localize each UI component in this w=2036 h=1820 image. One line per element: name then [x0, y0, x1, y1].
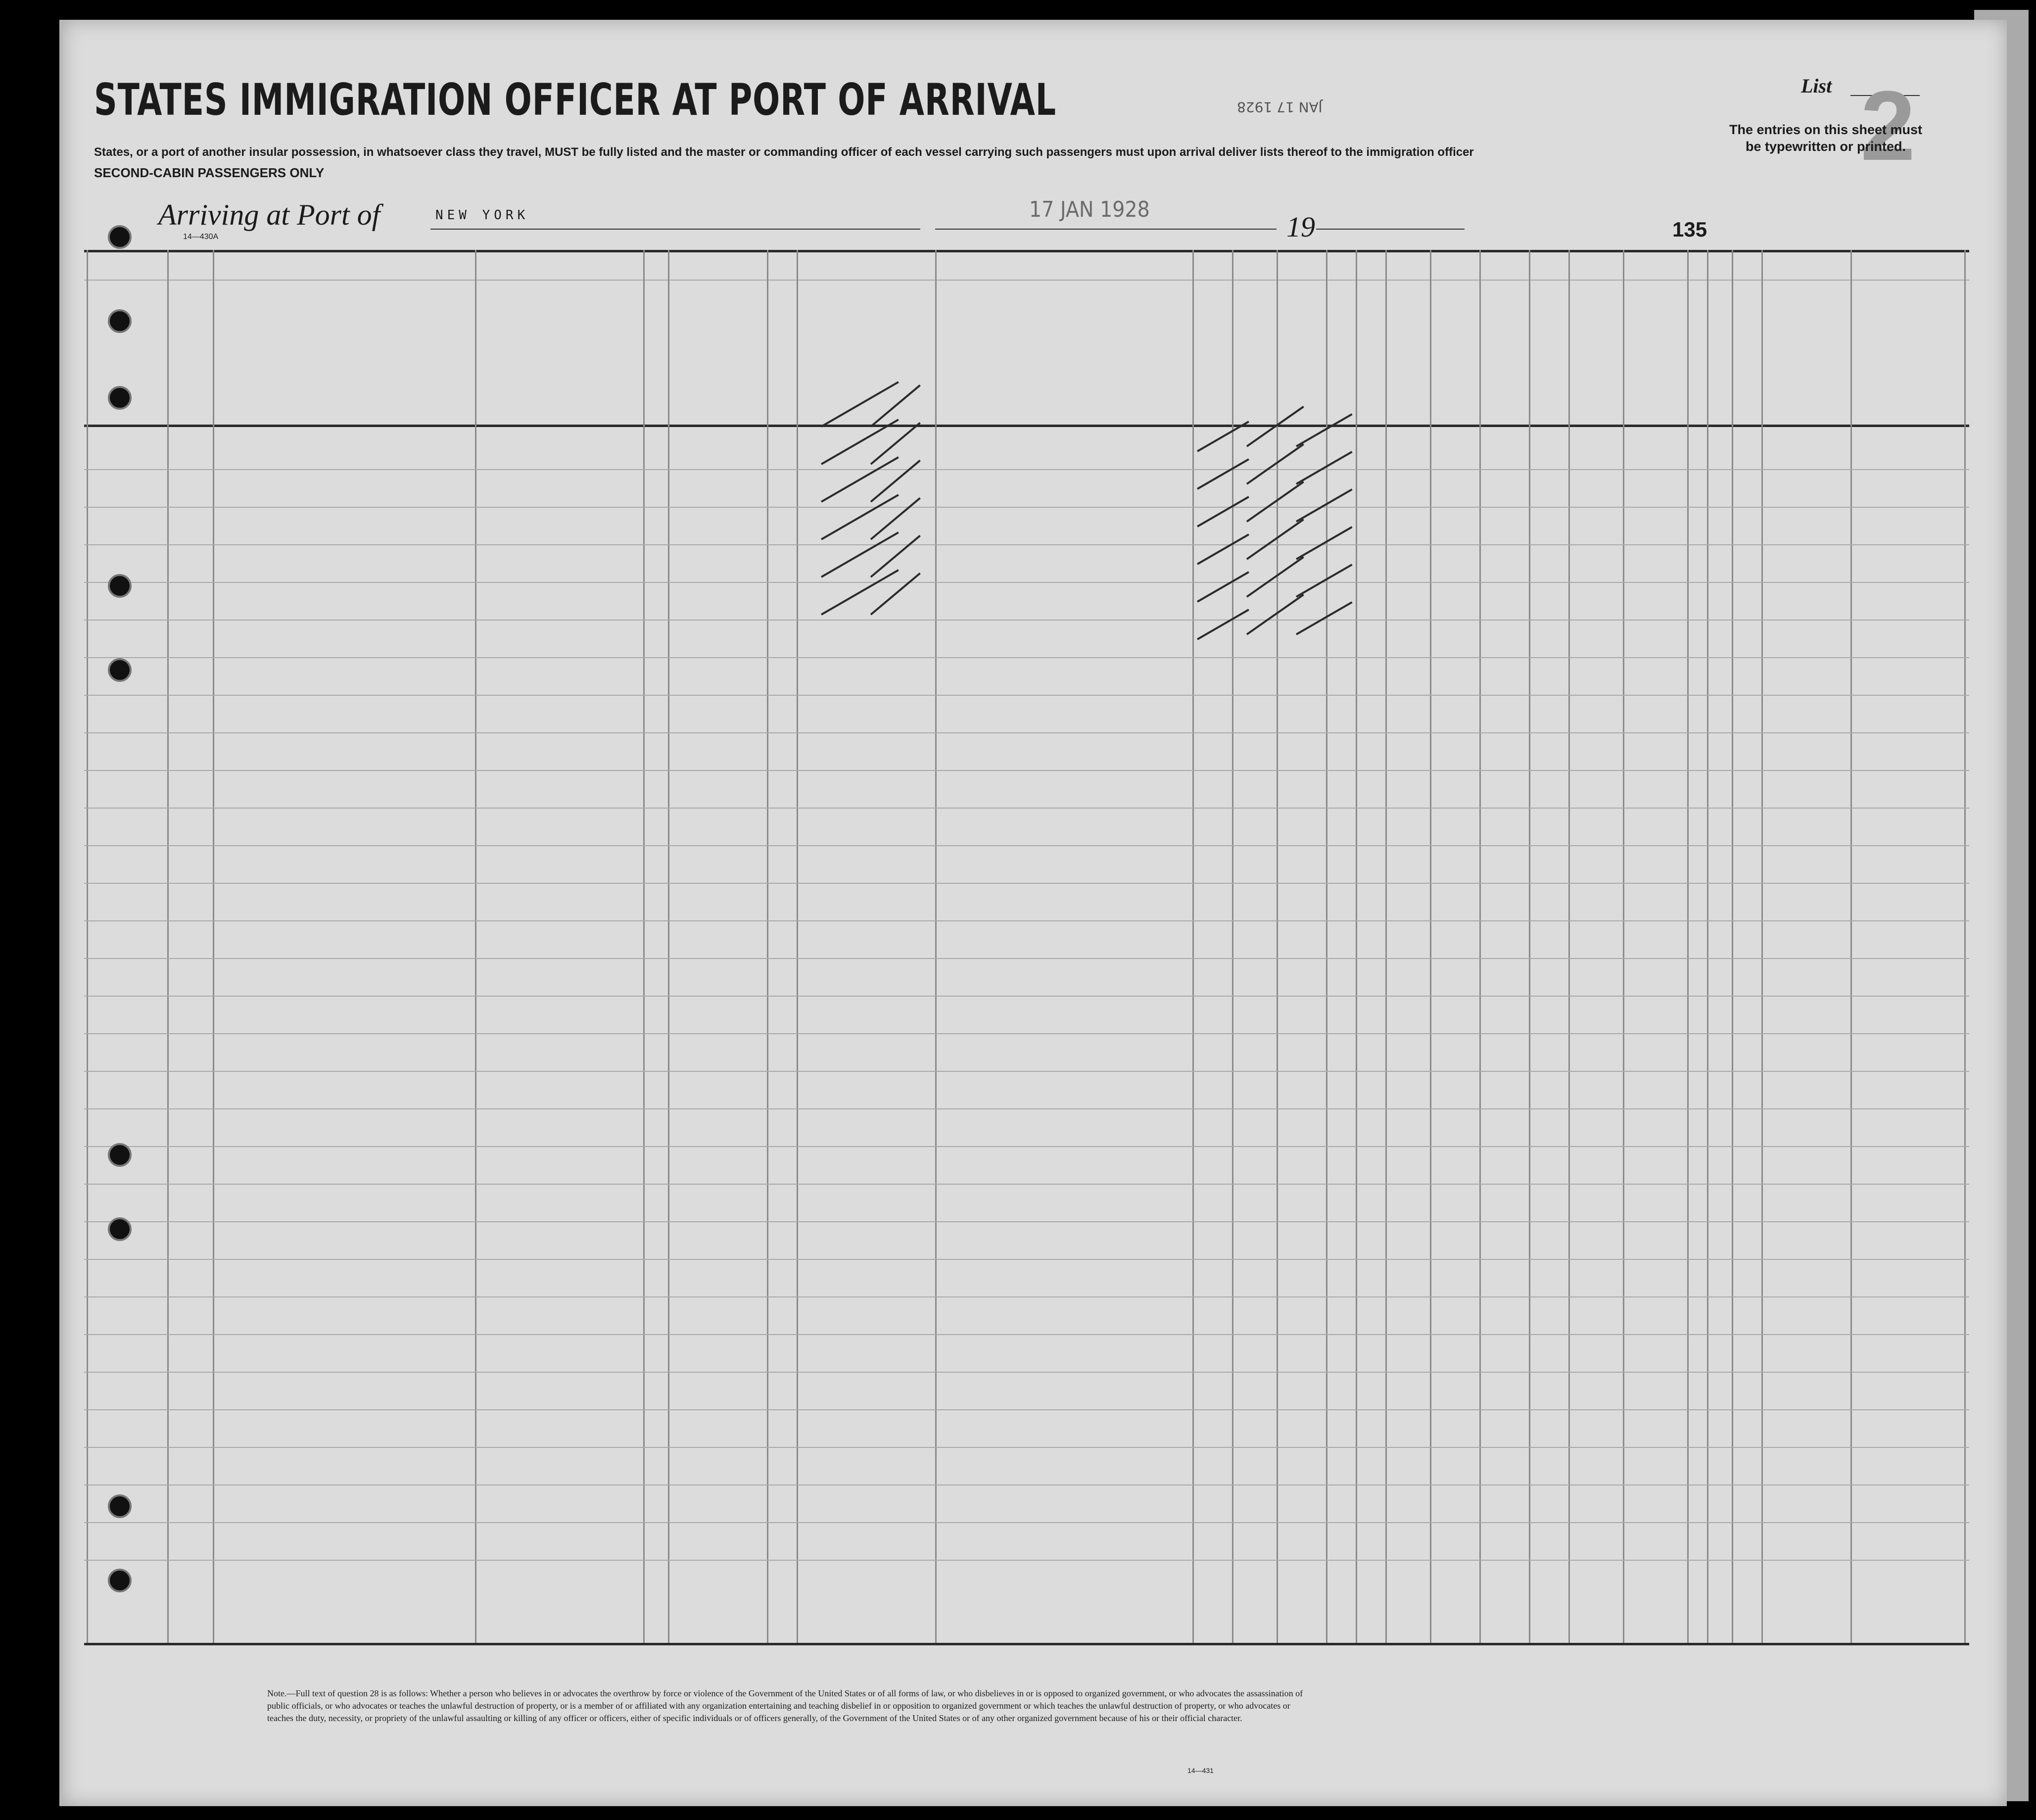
year-prefix: 19 — [1286, 211, 1315, 243]
column-rule — [213, 250, 214, 1643]
page-number: 135 — [1672, 218, 1707, 241]
row-rule — [84, 1409, 1969, 1410]
binder-hole — [108, 386, 132, 410]
binder-hole — [108, 658, 132, 682]
column-rule — [1964, 250, 1966, 1643]
row-rule — [84, 732, 1969, 733]
list-label: List — [1801, 75, 1832, 97]
passenger-class: SECOND-CABIN PASSENGERS ONLY — [94, 165, 325, 180]
row-rule — [84, 1071, 1969, 1072]
row-rule — [84, 920, 1969, 921]
column-rule — [1385, 250, 1387, 1643]
binder-hole — [108, 1217, 132, 1241]
form-number: 14—430A — [183, 233, 219, 241]
table-bottom-rule — [84, 1643, 1969, 1645]
row-rule — [84, 996, 1969, 997]
table-top-rule — [84, 250, 1969, 252]
column-rule — [475, 250, 476, 1643]
column-rule — [1623, 250, 1624, 1643]
column-rule — [1687, 250, 1689, 1643]
row-rule — [84, 1221, 1969, 1222]
column-rule — [1529, 250, 1530, 1643]
column-rule — [1430, 250, 1431, 1643]
column-rule — [643, 250, 645, 1643]
row-rule — [84, 770, 1969, 771]
row-rule — [84, 845, 1969, 846]
column-rule — [167, 250, 169, 1643]
column-rule — [1192, 250, 1194, 1643]
column-rule — [1232, 250, 1233, 1643]
row-rule — [84, 507, 1969, 508]
binder-hole — [108, 309, 132, 333]
row-rule — [84, 1184, 1969, 1185]
row-rule — [84, 958, 1969, 959]
row-rule — [84, 1522, 1969, 1523]
column-rule — [797, 250, 798, 1643]
column-rule — [1479, 250, 1481, 1643]
page-title: STATES IMMIGRATION OFFICER AT PORT OF ARRIVAL — [94, 74, 1056, 125]
column-rule — [935, 250, 937, 1643]
column-rule — [87, 250, 88, 1643]
footer-form-number: 14—431 — [1187, 1767, 1214, 1774]
column-rule — [1326, 250, 1327, 1643]
column-number-rule — [84, 280, 1969, 281]
binder-hole — [108, 1569, 132, 1592]
column-rule — [1707, 250, 1708, 1643]
manifest-sheet — [59, 20, 2007, 1806]
received-stamp: JAN 17 1928 — [1237, 99, 1323, 115]
row-rule — [84, 1033, 1969, 1034]
row-rule — [84, 1372, 1969, 1373]
row-rule — [84, 1334, 1969, 1335]
list-number: 2 — [1860, 71, 1916, 181]
row-rule — [84, 582, 1969, 583]
row-rule — [84, 1560, 1969, 1561]
column-rule — [767, 250, 768, 1643]
binder-hole — [108, 225, 132, 249]
binder-hole — [108, 1494, 132, 1518]
header-bottom-rule — [84, 425, 1969, 427]
footnote: Note.—Full text of question 28 is as follows: Whether a person who believes in or advocates the overthrow by force or violence of the Government of the United States or of all forms of law, or who disbelieves in or is opposed to organized government, or who advocates the assassination of public officials, or who advocates or teaches the unlawful destruction of property, or is a member of or affiliated with any organization entertaining and teaching disbelief in or opposition to organized government or which teaches the unlawful destruction of property, or who advocates or teaches the duty, necessity, or propriety of the unlawful assaulting or killing of any officer or officers, either of specific individuals or of officers generally, of the Government of the United States or of any other organized government because of his or their official character. — [267, 1688, 1303, 1723]
column-rule — [1356, 250, 1357, 1643]
column-rule — [1850, 250, 1852, 1643]
row-rule — [84, 695, 1969, 696]
row-rule — [84, 544, 1969, 545]
typewritten-notice: The entries on this sheet must be typewritten or printed. — [1729, 122, 1923, 154]
row-rule — [84, 469, 1969, 470]
column-rule — [1568, 250, 1570, 1643]
header-instructions: States, or a port of another insular possession, in whatsoever class they travel, MUST be fully listed and the master or commanding officer of each vessel carrying such passengers must upon arrival deliver lists thereof to the immigration officer — [94, 145, 1474, 159]
column-rule — [1277, 250, 1278, 1643]
row-rule — [84, 1108, 1969, 1109]
column-rule — [668, 250, 669, 1643]
port-name: NEW YORK — [435, 208, 529, 223]
arriving-label: Arriving at Port of — [158, 198, 380, 231]
date-underline — [935, 229, 1277, 230]
binder-hole — [108, 1143, 132, 1167]
row-rule — [84, 1296, 1969, 1297]
row-rule — [84, 1146, 1969, 1147]
binder-hole — [108, 574, 132, 598]
row-rule — [84, 620, 1969, 621]
row-rule — [84, 1447, 1969, 1448]
column-rule — [1732, 250, 1733, 1643]
row-rule — [84, 883, 1969, 884]
row-rule — [84, 808, 1969, 809]
column-rule — [1761, 250, 1763, 1643]
arrival-date-stamp: 17 JAN 1928 — [1029, 197, 1150, 222]
year-underline — [1316, 229, 1465, 230]
row-rule — [84, 1259, 1969, 1260]
port-underline — [430, 229, 920, 230]
row-rule — [84, 657, 1969, 658]
